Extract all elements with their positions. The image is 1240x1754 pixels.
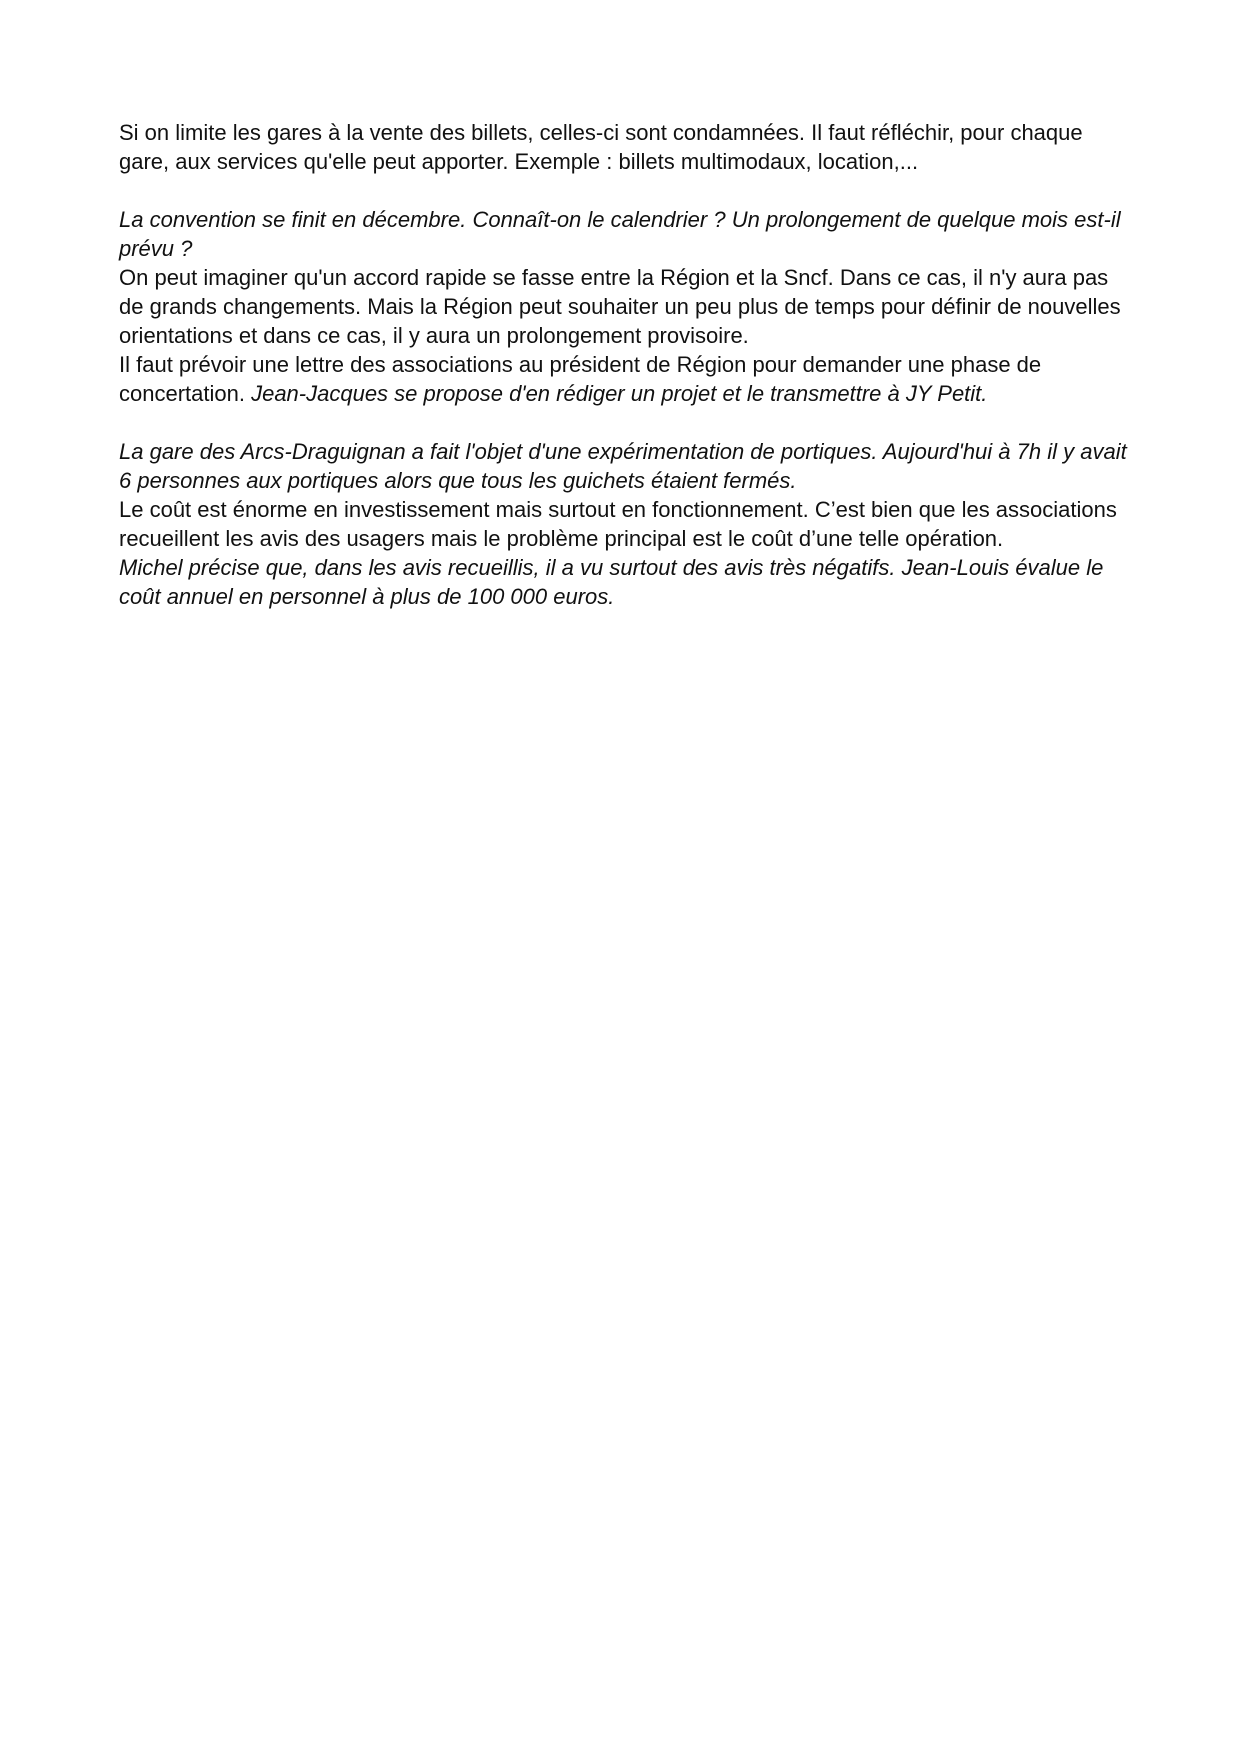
lettre-text: Il faut prévoir une lettre des associations au président de Région pour demander une phase de concertation. (119, 352, 1042, 406)
paragraph-lettre-associations (119, 350, 1129, 408)
answer-portiques: Le coût est énorme en investissement mais surtout en fonctionnement. C’est bien que les associations recueillent les avis des usagers mais le problème principal est le coût d’une telle opération. (119, 497, 1117, 551)
answer-convention: On peut imaginer qu'un accord rapide se fasse entre la Région et la Sncf. Dans ce cas, il n'y aura pas de grands changements. Mais la Région peut souhaiter un peu plus de temps pour définir de nouvelles orientations et dans ce cas, il y aura un prolongement provisoire. (119, 265, 1121, 348)
comment-avis-cout: Michel précise que, dans les avis recueillis, il a vu surtout des avis très négatifs. Jean-Louis évalue le coût annuel en personnel à plus de 100 000 euros. (119, 555, 1104, 609)
question-convention: La convention se finit en décembre. Connaît-on le calendrier ? Un prolongement de quelque mois est-il prévu ? (119, 207, 1121, 261)
document-body (119, 118, 1129, 611)
lettre-action: Jean-Jacques se propose d'en rédiger un projet et le transmettre à JY Petit. (251, 381, 988, 406)
paragraph-spacer (119, 176, 1129, 205)
paragraph-gares-services: Si on limite les gares à la vente des billets, celles-ci sont condamnées. Il faut réfléchir, pour chaque gare, aux services qu'elle peut apporter. Exemple : billets multimodaux, location,... (119, 120, 1083, 174)
question-portiques: La gare des Arcs-Draguignan a fait l'objet d'une expérimentation de portiques. Aujourd'hui à 7h il y avait 6 personnes aux portiques alors que tous les guichets étaient fermés. (119, 439, 1127, 493)
paragraph-spacer (119, 408, 1129, 437)
